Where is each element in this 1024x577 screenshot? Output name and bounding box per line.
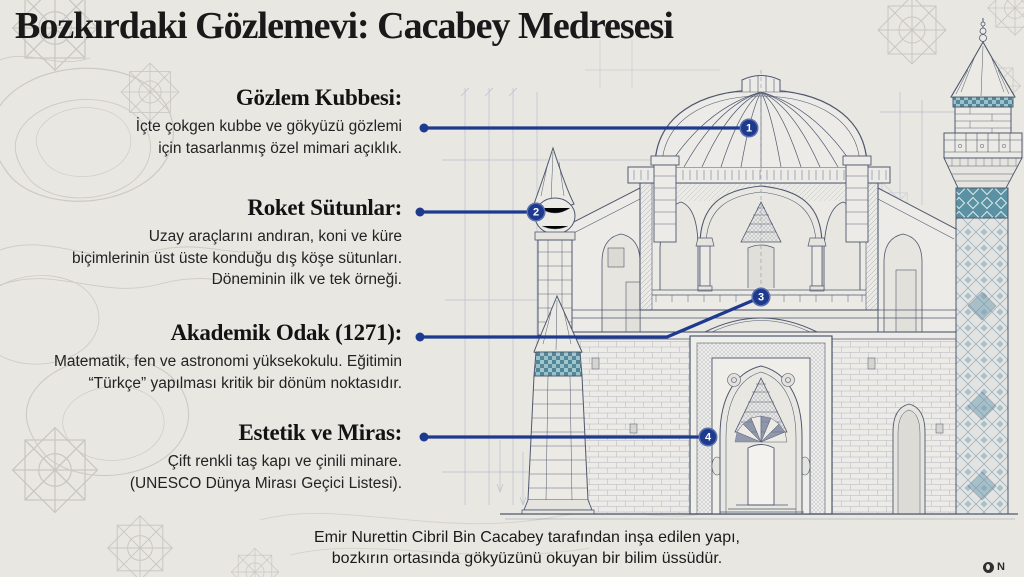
page-title: Bozkırdaki Gözlemevi: Cacabey Medresesi xyxy=(15,5,673,47)
callout-heading: Roket Sütunlar: xyxy=(247,195,402,220)
callout-body: Uzay araçlarını andıran, koni ve küre biçimlerinin üst üste konduğu dış köşe sütunları. Döneminin ilk ve tek örneği. xyxy=(72,228,402,289)
callout-heading: Gözlem Kubbesi: xyxy=(235,85,402,110)
callout-aesthetics-heritage xyxy=(0,420,402,494)
callout-heading: Estetik ve Miras: xyxy=(238,420,402,445)
footer-caption: Emir Nurettin Cibril Bin Cacabey tarafından inşa edilen yapı, bozkırın ortasında gökyüzünü okuyan bir bilim üssüdür. xyxy=(314,529,740,568)
callout-body: Matematik, fen ve astronomi yüksekokulu. Eğitimin “Türkçe” yapılması kritik bir dönüm noktasıdır. xyxy=(53,353,402,392)
callout-body: İçte çokgen kubbe ve gökyüzü gözlemi için tasarlanmış özel mimari açıklık. xyxy=(135,118,402,157)
callout-heading: Akademik Odak (1271): xyxy=(170,320,402,345)
callout-marker-2: 2 xyxy=(527,203,546,222)
callout-marker-4: 4 xyxy=(699,428,718,447)
callout-marker-3: 3 xyxy=(752,288,771,307)
watermark-logo-icon xyxy=(983,562,994,573)
callout-body: Çift renkli taş kapı ve çinili minare. (UNESCO Dünya Mirası Geçici Listesi). xyxy=(129,453,402,492)
callout-academic-focus xyxy=(0,320,402,394)
watermark xyxy=(983,561,1005,573)
callout-observation-dome xyxy=(0,85,402,159)
watermark-label: N xyxy=(997,561,1005,573)
callout-marker-1: 1 xyxy=(740,119,759,138)
callout-rocket-columns xyxy=(0,195,402,291)
